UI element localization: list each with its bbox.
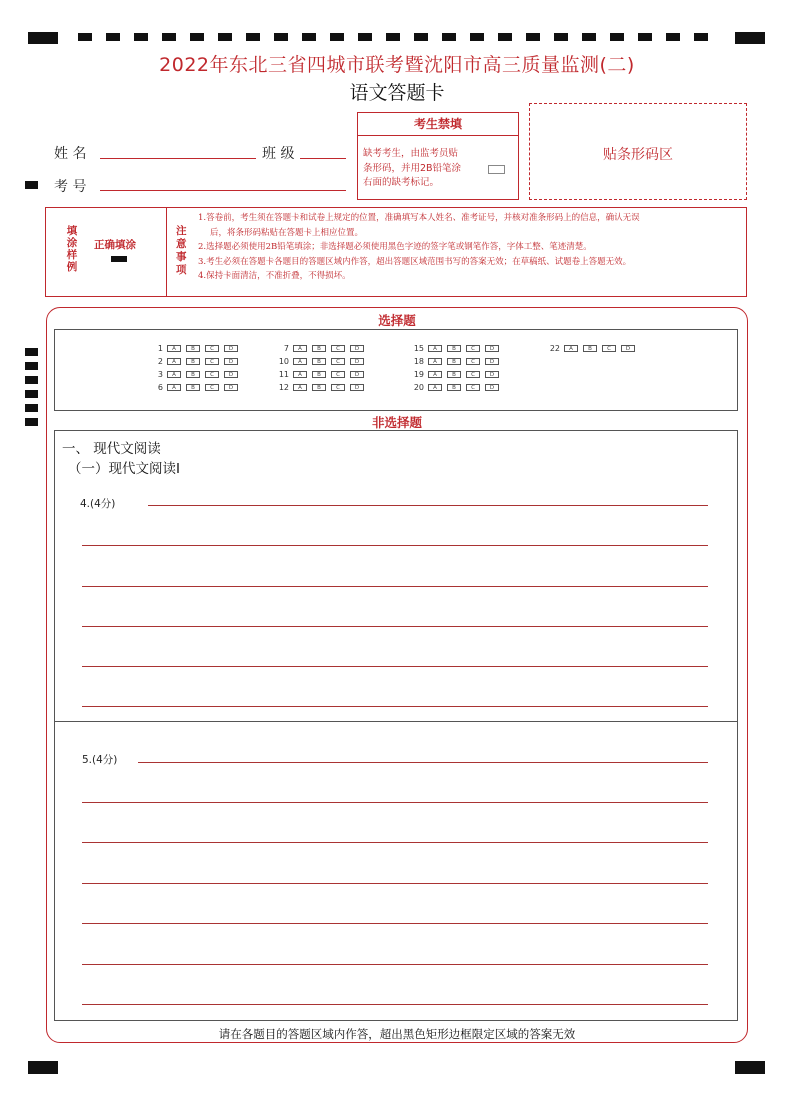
option-bubble[interactable]: D <box>350 384 364 391</box>
option-bubble[interactable]: B <box>312 358 326 365</box>
q4-answer-line[interactable] <box>148 505 708 506</box>
name-field[interactable] <box>100 158 256 159</box>
option-bubble[interactable]: A <box>564 345 578 352</box>
q4-answer-line[interactable] <box>82 626 708 627</box>
option-bubble[interactable]: C <box>331 371 345 378</box>
option-bubble[interactable]: D <box>485 345 499 352</box>
note-item: 后，将条形码粘贴在答题卡上相应位置。 <box>210 227 364 238</box>
choice-question: 10 A B C D <box>267 357 369 366</box>
choice-question: 6 A B C D <box>141 383 243 392</box>
part-heading: 一、 现代文阅读 <box>62 441 161 457</box>
choice-section-title: 选择题 <box>378 313 416 328</box>
choice-question: 1 A B C D <box>141 344 243 353</box>
option-bubble[interactable]: B <box>312 345 326 352</box>
option-bubble[interactable]: A <box>167 384 181 391</box>
barcode-area-label: 贴条形码区 <box>603 147 673 163</box>
q5-answer-line[interactable] <box>82 802 708 803</box>
exam-no-field[interactable] <box>100 190 346 191</box>
q5-answer-line[interactable] <box>138 762 708 763</box>
sub-heading: （一）现代文阅读Ⅰ <box>68 461 180 477</box>
q4-answer-line[interactable] <box>82 666 708 667</box>
exam-title: 2022年东北三省四城市联考暨沈阳市高三质量监测(二) <box>159 54 635 76</box>
choice-question: 15 A B C D <box>402 344 504 353</box>
choice-question: 11 A B C D <box>267 370 369 379</box>
option-bubble[interactable]: B <box>312 384 326 391</box>
nonchoice-answer-box <box>54 430 738 1021</box>
choice-question: 22 A B C D <box>538 344 640 353</box>
option-bubble[interactable]: D <box>350 358 364 365</box>
q4-answer-line[interactable] <box>82 586 708 587</box>
option-bubble[interactable]: B <box>186 358 200 365</box>
choice-question: 3 A B C D <box>141 370 243 379</box>
option-bubble[interactable]: B <box>186 371 200 378</box>
option-bubble[interactable]: A <box>167 345 181 352</box>
option-bubble[interactable]: A <box>428 345 442 352</box>
examiner-line: 右面的缺考标记。 <box>363 177 440 188</box>
correct-fill-sample <box>111 256 127 262</box>
class-field[interactable] <box>300 158 346 159</box>
fill-example-divider <box>166 208 167 296</box>
option-bubble[interactable]: C <box>602 345 616 352</box>
option-bubble[interactable]: A <box>428 384 442 391</box>
q5-answer-line[interactable] <box>82 883 708 884</box>
option-bubble[interactable]: D <box>621 345 635 352</box>
notes-list <box>198 211 640 284</box>
question-divider <box>54 721 738 722</box>
option-bubble[interactable]: C <box>205 345 219 352</box>
option-bubble[interactable]: B <box>447 384 461 391</box>
examiner-only-box <box>357 112 519 200</box>
notes-label: 注 意 事 项 <box>176 225 187 276</box>
correct-fill-label: 正确填涂 <box>94 239 136 251</box>
q5-answer-line[interactable] <box>82 923 708 924</box>
option-bubble[interactable]: C <box>331 345 345 352</box>
option-bubble[interactable]: B <box>186 345 200 352</box>
option-bubble[interactable]: B <box>186 384 200 391</box>
timing-mark <box>25 181 38 189</box>
absent-mark-box[interactable] <box>488 165 505 174</box>
note-item: 2.选择题必须使用2B铅笔填涂；非选择题必须使用黑色字迹的签字笔或钢笔作答，字体工整、笔迹清楚。 <box>198 242 592 252</box>
examiner-line: 条形码，并用2B铅笔涂 <box>363 162 462 174</box>
option-bubble[interactable]: A <box>293 358 307 365</box>
note-item: 4.保持卡面清洁，不准折叠，不得损坏。 <box>198 271 351 281</box>
option-bubble[interactable]: A <box>293 371 307 378</box>
option-bubble[interactable]: D <box>350 345 364 352</box>
option-bubble[interactable]: B <box>583 345 597 352</box>
option-bubble[interactable]: D <box>350 371 364 378</box>
exam-no-label: 考 号 <box>54 179 87 195</box>
option-bubble[interactable]: A <box>167 371 181 378</box>
option-bubble[interactable]: B <box>447 345 461 352</box>
barcode-area <box>529 103 747 200</box>
instructions-box <box>45 207 747 297</box>
option-bubble[interactable]: C <box>331 384 345 391</box>
q4-label: 4.(4分) <box>80 498 116 510</box>
option-bubble[interactable]: D <box>224 384 238 391</box>
option-bubble[interactable]: C <box>466 358 480 365</box>
fill-example-label: 填 涂 样 例 <box>66 225 78 273</box>
choice-question: 7 A B C D <box>267 344 369 353</box>
q5-answer-line[interactable] <box>82 842 708 843</box>
option-bubble[interactable]: A <box>428 371 442 378</box>
examiner-box-title: 考生禁填 <box>358 113 518 136</box>
q4-answer-line[interactable] <box>82 706 708 707</box>
option-bubble[interactable]: A <box>428 358 442 365</box>
option-bubble[interactable]: B <box>447 371 461 378</box>
q5-answer-line[interactable] <box>82 1004 708 1005</box>
option-bubble[interactable]: B <box>312 371 326 378</box>
choice-question: 19 A B C D <box>402 370 504 379</box>
nonchoice-section-title: 非选择题 <box>371 415 422 430</box>
name-label: 姓 名 <box>54 146 87 162</box>
timing-mark-bottom-left <box>28 1061 58 1074</box>
option-bubble[interactable]: C <box>205 371 219 378</box>
option-bubble[interactable]: C <box>205 358 219 365</box>
option-bubble[interactable]: C <box>205 384 219 391</box>
option-bubble[interactable]: D <box>485 358 499 365</box>
option-bubble[interactable]: D <box>224 371 238 378</box>
option-bubble[interactable]: B <box>447 358 461 365</box>
option-bubble[interactable]: A <box>167 358 181 365</box>
class-label: 班 级 <box>262 146 295 162</box>
option-bubble[interactable]: A <box>293 345 307 352</box>
footer-warning: 请在各题目的答题区域内作答，超出黑色矩形边框限定区域的答案无效 <box>218 1027 576 1041</box>
choice-question: 18 A B C D <box>402 357 504 366</box>
timing-mark-bottom-right <box>735 1061 765 1074</box>
q5-label: 5.(4分) <box>82 754 118 766</box>
choice-question: 20 A B C D <box>402 383 504 392</box>
q5-answer-line[interactable] <box>82 964 708 965</box>
option-bubble[interactable]: C <box>466 345 480 352</box>
examiner-line: 缺考考生，由监考员贴 <box>363 148 459 159</box>
option-bubble[interactable]: D <box>224 358 238 365</box>
option-bubble[interactable]: D <box>485 371 499 378</box>
choice-question: 2 A B C D <box>141 357 243 366</box>
choice-question: 12 A B C D <box>267 383 369 392</box>
option-bubble[interactable]: A <box>293 384 307 391</box>
option-bubble[interactable]: C <box>466 384 480 391</box>
option-bubble[interactable]: D <box>224 345 238 352</box>
option-bubble[interactable]: C <box>466 371 480 378</box>
note-item: 3.考生必须在答题卡各题目的答题区域内作答，超出答题区域范围书写的答案无效；在草稿纸、试题卷上答题无效。 <box>198 256 632 267</box>
option-bubble[interactable]: C <box>331 358 345 365</box>
card-subtitle: 语文答题卡 <box>349 82 445 104</box>
q4-answer-line[interactable] <box>82 545 708 546</box>
note-item: 1.答卷前，考生须在答题卡和试卷上规定的位置，准确填写本人姓名、准考证号，并核对准条形码上的信息，确认无误 <box>198 213 640 223</box>
option-bubble[interactable]: D <box>485 384 499 391</box>
